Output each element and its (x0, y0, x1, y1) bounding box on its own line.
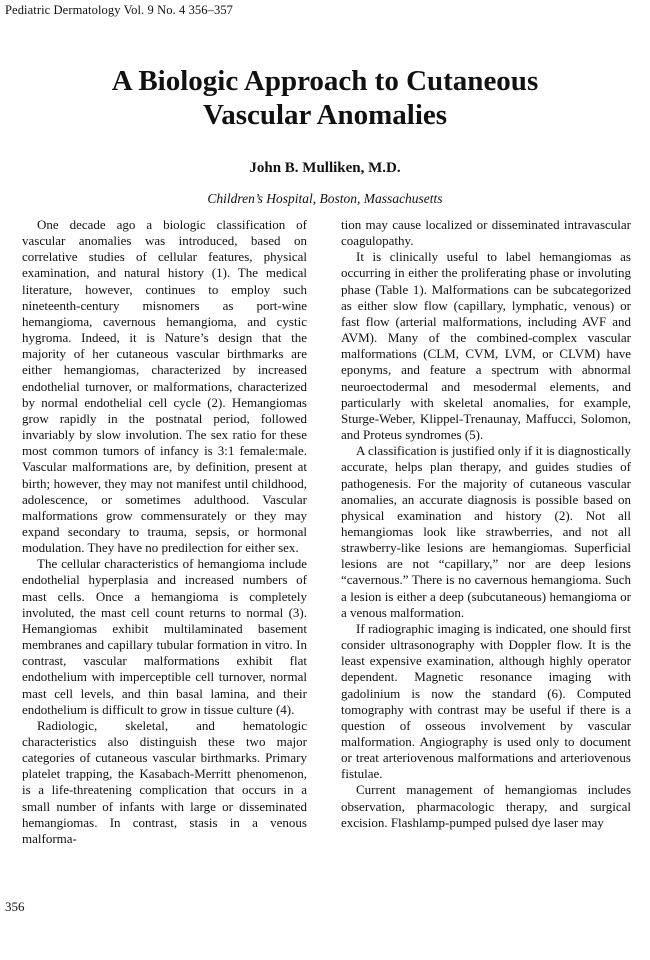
paragraph: It is clinically useful to label hemangiomas as occurring in either the proliferating phase or involuting phase (Table 1). Malformations can be subcategorized as either slow flow (capillary, lymphatic, venous) or fast flow (arterial malformations, including AVF and AVM). Many of the combined-complex vascular malformations (CLM, CVM, LVM, or CLVM) have eponyms, and feature a spectrum with abnormal neuroectodermal and mesodermal elements, and particularly with skeletal anomalies, for example, Sturge-Weber, Klippel-Trenaunay, Maffucci, Solomon, and Proteus syndromes (5). (341, 249, 631, 443)
right-column (341, 217, 631, 831)
paragraph: One decade ago a biologic classification of vascular anomalies was introduced, based on correlative studies of cellular features, physical examination, and natural history (1). The medical literature, however, continues to employ such nineteenth-century misnomers as port-wine hemangioma, cavernous hemangioma, and cystic hygroma. Indeed, it is Nature’s design that the majority of her cutaneous vascular birthmarks are either hemangiomas, characterized by increased endothelial turnover, or malformations, characterized by normal endothelial cell cycle (2). Hemangiomas grow rapidly in the postnatal period, followed invariably by slow involution. The sex ratio for these most common tumors of infancy is 3:1 female:male. Vascular malformations are, by definition, present at birth; however, they may not manifest until childhood, adolescence, or sometimes adulthood. Vascular malformations grow commensurately or they may expand secondary to trauma, sepsis, or hormonal modulation. They have no predilection for either sex. (22, 217, 307, 556)
left-column (22, 217, 307, 847)
article-title (0, 64, 650, 132)
journal-citation: Pediatric Dermatology Vol. 9 No. 4 356–357 (5, 3, 234, 17)
paragraph: Radiologic, skeletal, and hematologic characteristics also distinguish these two major categories of cutaneous vascular birthmarks. Primary platelet trapping, the Kasabach-Merritt phenomenon, is a life-threatening complication that occurs in a small number of infants with large or disseminated hemangiomas. In contrast, stasis in a venous malforma- (22, 717, 307, 846)
author-affiliation: Children’s Hospital, Boston, Massachusetts (207, 191, 443, 206)
paragraph: If radiographic imaging is indicated, one should first consider ultrasonography with Doppler flow. It is the least expensive examination, although highly operator dependent. Magnetic resonance imaging with gadolinium is now the standard (6). Computed tomography with contrast may be useful if there is a question of osseous involvement by vascular malformation. Angiography is used only to document or treat arteriovenous malformations and arteriovenous fistulae. (341, 620, 631, 782)
title-line-2: Vascular Anomalies (202, 99, 448, 131)
page-number: 356 (5, 899, 25, 914)
title-line-1: A Biologic Approach to Cutaneous (111, 65, 539, 97)
paragraph: The cellular characteristics of hemangioma include endothelial hyperplasia and increased numbers of mast cells. Once a hemangioma is completely involuted, the mast cell count returns to normal (3). Hemangiomas exhibit multilaminated basement membranes and capillary tubular formation in vitro. In contrast, vascular malformations exhibit flat endothelium with imperceptible cell turnover, normal mast cell levels, and thin basal lamina, and their endothelium is difficult to grow in tissue culture (4). (22, 556, 307, 717)
paragraph: A classification is justified only if it is diagnostically accurate, helps plan therapy, and guides studies of pathogenesis. For the majority of cutaneous vascular anomalies, an accurate diagnosis is possible based on physical examination and history (2). Not all hemangiomas look like strawberries, and not all strawberry-like lesions are hemangiomas. Superficial lesions are not “capillary,” nor are deep lesions “cavernous.” There is no cavernous hemangioma. Such a lesion is either a deep (subcutaneous) hemangioma or a venous malformation. (341, 443, 631, 620)
paragraph: Current management of hemangiomas includes observation, pharmacologic therapy, and surgical excision. Flashlamp-pumped pulsed dye laser may (341, 782, 631, 830)
author-name: John B. Mulliken, M.D. (249, 160, 401, 176)
paragraph-continued: tion may cause localized or disseminated intravascular coagulopathy. (341, 217, 631, 249)
